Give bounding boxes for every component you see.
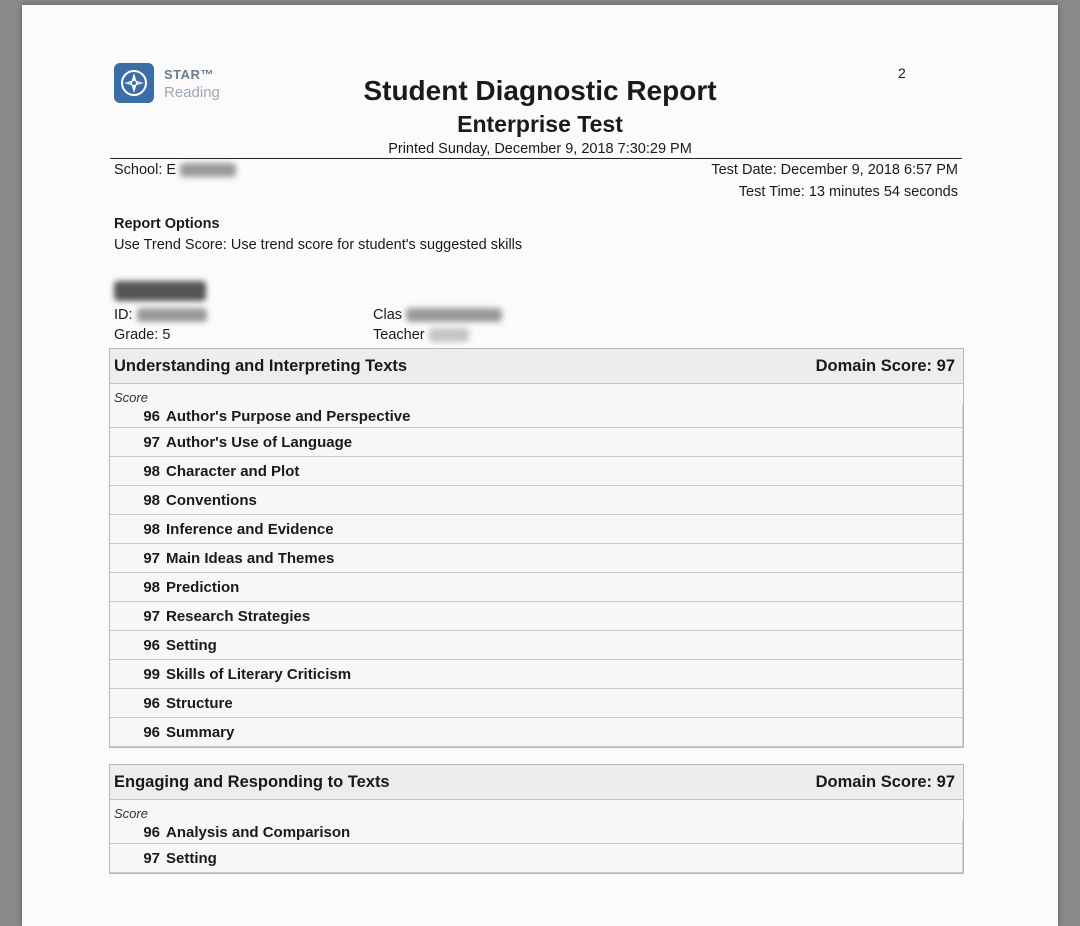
student-grade: Grade: 5 xyxy=(114,327,171,343)
skill-row xyxy=(110,602,963,631)
school-field xyxy=(114,162,236,178)
skill-name: Skills of Literary Criticism xyxy=(166,665,352,683)
skill-score: 98 xyxy=(143,520,160,538)
student-name xyxy=(114,281,206,301)
skill-row xyxy=(110,631,963,660)
redacted-class xyxy=(406,308,502,322)
student-class xyxy=(373,307,502,323)
logo-text-reading: Reading xyxy=(164,84,220,101)
skill-score: 98 xyxy=(143,491,160,509)
skill-score: 96 xyxy=(143,694,160,712)
report-page xyxy=(22,5,1058,926)
school-label: School: E xyxy=(114,162,177,178)
skill-name: Character and Plot xyxy=(166,462,300,480)
skill-row xyxy=(110,689,963,718)
domain-section-engaging xyxy=(109,764,964,874)
header-divider xyxy=(110,158,962,159)
skill-score: 97 xyxy=(143,433,160,451)
skill-row xyxy=(110,515,963,544)
skill-score: 97 xyxy=(143,849,160,867)
domain-score: Domain Score: 97 xyxy=(815,356,955,375)
domain-title: Understanding and Interpreting Texts xyxy=(114,356,408,375)
skill-name: Analysis and Comparison xyxy=(166,823,351,841)
skill-name: Author's Purpose and Perspective xyxy=(166,407,411,425)
skill-row xyxy=(110,486,963,515)
score-column-label: Score xyxy=(114,390,148,405)
report-options-text: Use Trend Score: Use trend score for student's suggested skills xyxy=(114,237,523,253)
skill-score: 96 xyxy=(143,723,160,741)
id-label: ID: xyxy=(114,307,133,323)
student-id xyxy=(114,307,207,323)
test-date: Test Date: December 9, 2018 6:57 PM xyxy=(711,162,958,178)
redacted-id xyxy=(137,308,207,322)
redacted-teacher xyxy=(429,328,469,342)
student-teacher xyxy=(373,327,469,343)
skill-row xyxy=(110,428,963,457)
skill-name: Conventions xyxy=(166,491,257,509)
page-number: 2 xyxy=(898,65,906,81)
skill-name: Research Strategies xyxy=(166,607,311,625)
skill-row xyxy=(110,821,963,844)
skill-score: 99 xyxy=(143,665,160,683)
domain-section-understanding xyxy=(109,348,964,748)
report-subtitle: Enterprise Test xyxy=(457,111,623,137)
skill-score: 98 xyxy=(143,462,160,480)
skill-row xyxy=(110,660,963,689)
skill-name: Main Ideas and Themes xyxy=(166,549,335,567)
printed-timestamp: Printed Sunday, December 9, 2018 7:30:29 PM xyxy=(388,141,692,157)
skill-row xyxy=(110,573,963,602)
skill-row xyxy=(110,457,963,486)
domain-header xyxy=(110,765,963,800)
skill-row xyxy=(110,405,963,428)
skill-row xyxy=(110,544,963,573)
redacted-student-name xyxy=(114,281,206,301)
skill-row xyxy=(110,718,963,747)
report-options-heading: Report Options xyxy=(114,216,220,232)
score-column-label: Score xyxy=(114,806,148,821)
domain-score: Domain Score: 97 xyxy=(815,772,955,791)
skill-name: Setting xyxy=(166,636,217,654)
skill-score: 96 xyxy=(143,823,160,841)
teacher-label: Teacher xyxy=(373,327,425,343)
skill-name: Prediction xyxy=(166,578,240,596)
skill-name: Inference and Evidence xyxy=(166,520,334,538)
logo-text-star: STAR™ xyxy=(164,67,214,82)
skill-name: Author's Use of Language xyxy=(166,433,353,451)
skill-score: 98 xyxy=(143,578,160,596)
class-label: Clas xyxy=(373,307,403,323)
test-time: Test Time: 13 minutes 54 seconds xyxy=(738,184,958,200)
domain-header xyxy=(110,349,963,384)
skill-score: 97 xyxy=(143,549,160,567)
redacted-school xyxy=(180,163,236,177)
report-title: Student Diagnostic Report xyxy=(363,75,717,106)
domain-title: Engaging and Responding to Texts xyxy=(114,772,390,791)
skill-score: 97 xyxy=(143,607,160,625)
skill-score: 96 xyxy=(143,636,160,654)
skill-score: 96 xyxy=(143,407,160,425)
skill-name: Summary xyxy=(166,723,235,741)
skill-name: Structure xyxy=(166,694,233,712)
skill-row xyxy=(110,844,963,873)
skill-name: Setting xyxy=(166,849,217,867)
